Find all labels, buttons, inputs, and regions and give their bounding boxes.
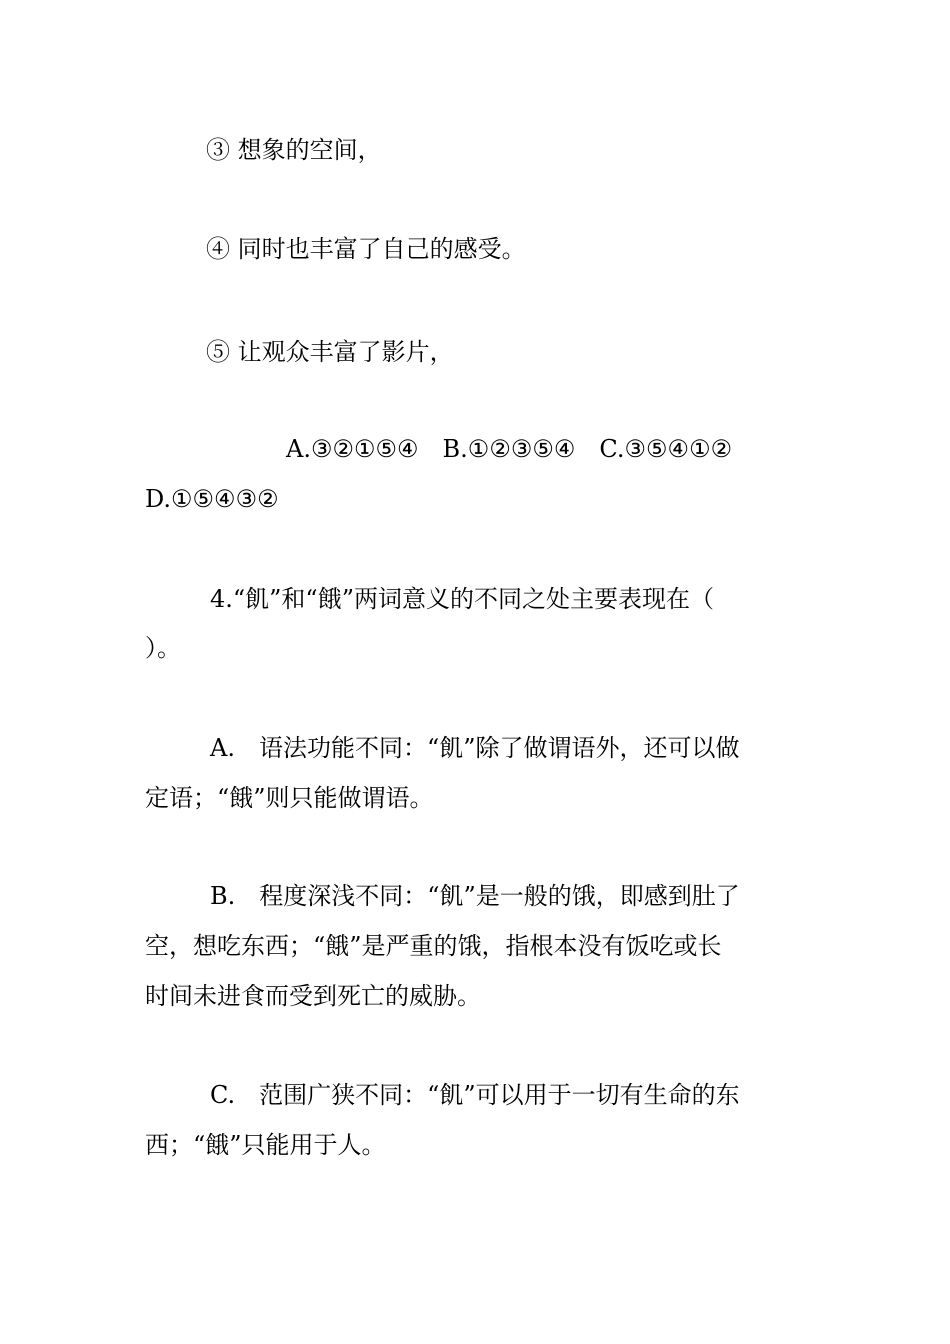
question-4-stem-line-1: 4.“飢”和“餓”两词意义的不同之处主要表现在（ — [210, 585, 714, 613]
option-c-line-1: C. 范围广狭不同：“飢”可以用于一切有生命的东 — [210, 1081, 740, 1109]
ordering-item-4: ④ 同时也丰富了自己的感受。 — [206, 235, 526, 263]
ordering-options-line-1: A.③②①⑤④ B.①②③⑤④ C.③⑤④①② — [286, 435, 733, 463]
option-b-line-3: 时间未进食而受到死亡的威胁。 — [145, 982, 481, 1010]
question-4-stem-line-2: ）。 — [145, 634, 181, 662]
option-c-line-2: 西；“餓”只能用于人。 — [145, 1131, 386, 1159]
option-b-line-2: 空，想吃东西；“餓”是严重的饿，指根本没有饭吃或长 — [145, 932, 722, 960]
ordering-options-line-2: D.①⑤④③② — [145, 485, 279, 513]
ordering-item-3: ③ 想象的空间， — [206, 136, 382, 164]
option-a-line-2: 定语；“餓”则只能做谓语。 — [145, 784, 434, 812]
option-a-line-1: A. 语法功能不同：“飢”除了做谓语外，还可以做 — [210, 734, 740, 762]
ordering-item-5: ⑤ 让观众丰富了影片， — [206, 338, 454, 366]
option-b-line-1: B. 程度深浅不同：“飢”是一般的饿，即感到肚了 — [210, 882, 740, 910]
